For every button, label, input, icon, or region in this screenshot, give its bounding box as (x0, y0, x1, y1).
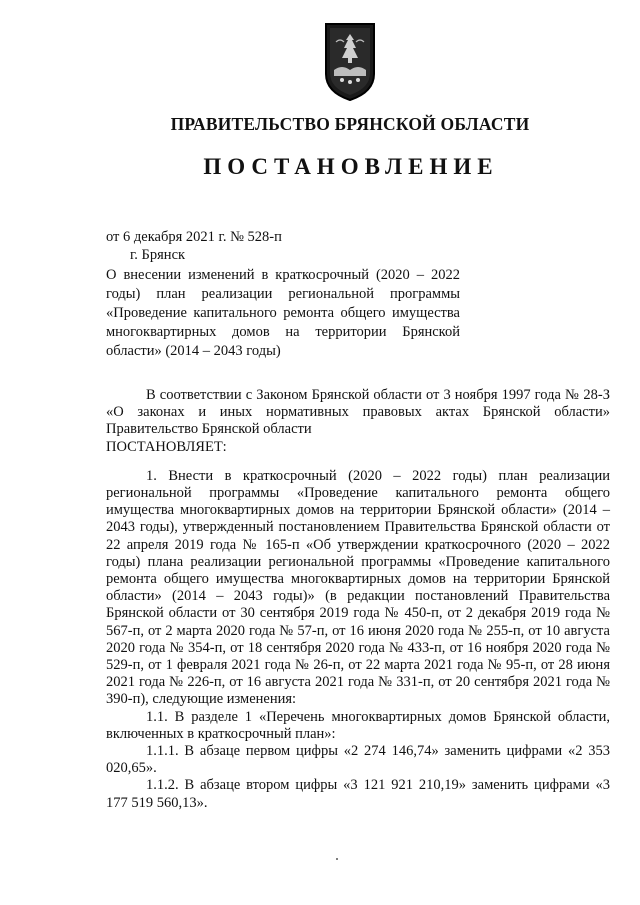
document-title: О внесении изменений в краткосрочный (2020 – 2022 годы) план реализации региональной программы «Проведение капитального ремонта общего имущества многоквартирных домов на территории Брянской области» (2014 – 2043 годы) (106, 267, 460, 359)
preamble-paragraph: В соответствии с Законом Брянской области от 3 ноября 1997 года № 28-З «О законах и иных нормативных правовых актах Брянской области» Правительство Брянской области (106, 387, 610, 438)
organization-name: ПРАВИТЕЛЬСТВО БРЯНСКОЙ ОБЛАСТИ (170, 114, 530, 134)
document-city: г. Брянск (130, 247, 186, 263)
scan-speck (336, 858, 338, 860)
document-date-number: от 6 декабря 2021 г. № 528-п (106, 229, 282, 245)
item-1-1-paragraph: 1.1. В разделе 1 «Перечень многоквартирных домов Брянской области, включенных в краткосрочный план»: (106, 708, 610, 742)
document-type: ПОСТАНОВЛЕНИЕ (203, 154, 499, 179)
document-body (106, 387, 610, 812)
resolves-heading: ПОСТАНОВЛЯЕТ: (106, 438, 227, 455)
item-1-1-2-paragraph: 1.1.2. В абзаце втором цифры «3 121 921 210,19» заменить цифрами «3 177 519 560,13». (106, 777, 610, 811)
item-1-1-1-paragraph: 1.1.1. В абзаце первом цифры «2 274 146,74» заменить цифрами «2 353 020,65». (106, 743, 610, 777)
bryansk-coat-of-arms-icon (322, 20, 378, 102)
item-1-paragraph: 1. Внести в краткосрочный (2020 – 2022 годы) план реализации региональной программы «Проведение капитального ремонта общего имущества многоквартирных домов на территории Брянской области» (2014 – 2043 годы), утвержденный постановлением Правительства Брянской области от 22 апреля 2019 года № 165-п «Об утверждении краткосрочного (2020 – 2022 годы) плана реализации региональной программы «Проведение капитального ремонта общего имущества многоквартирных домов на территории Брянской области» (2014 – 2043 годы)» (в редакции постановлений Правительства Брянской области от 30 сентября 2019 года № 450-п, от 2 декабря 2019 года № 567-п, от 2 марта 2020 года № 57-п, от 16 июня 2020 года № 255-п, от 10 августа 2020 года № 354-п, от 18 сентября 2020 года № 433-п, от 16 ноября 2020 года № 529-п, от 1 февраля 2021 года № 26-п, от 22 марта 2021 года № 95-п, от 28 июня 2021 года № 226-п, от 16 августа 2021 года № 331-п, от 20 сентября 2021 года № 390-п), следующие изменения: (106, 467, 610, 708)
